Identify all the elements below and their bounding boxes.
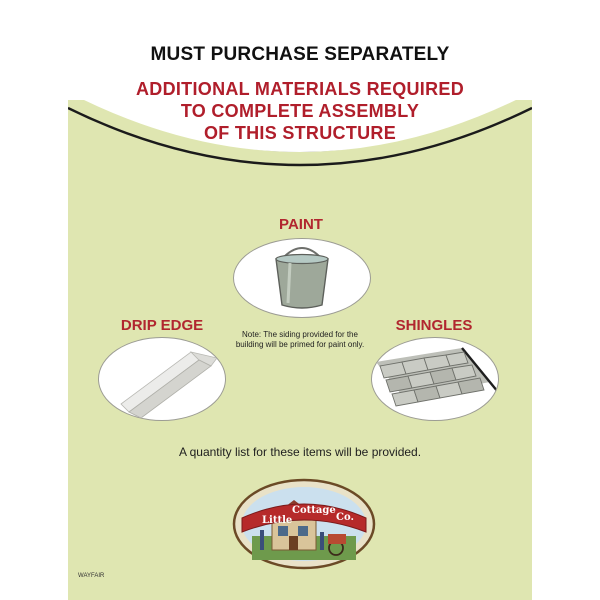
logo-word-cottage: Cottage <box>292 505 336 516</box>
logo-word-little: Little <box>262 515 293 526</box>
drip-edge-oval <box>98 337 226 421</box>
vendor-label: WAYFAIR <box>78 573 105 579</box>
quantity-note: A quantity list for these items will be provided. <box>178 445 422 459</box>
little-cottage-logo <box>232 478 376 570</box>
subtitle-line-1: ADDITIONAL MATERIALS REQUIRED <box>135 79 465 99</box>
shingles-label: SHINGLES <box>395 317 473 334</box>
subtitle-line-2: TO COMPLETE ASSEMBLY <box>180 101 420 121</box>
logo-word-co: Co. <box>336 512 354 523</box>
paint-label: PAINT <box>279 216 323 233</box>
shingles-icon <box>372 338 498 420</box>
paint-bucket-icon <box>234 239 370 317</box>
paint-oval <box>233 238 371 318</box>
drip-edge-label: DRIP EDGE <box>120 317 204 334</box>
shingles-oval <box>371 337 499 421</box>
drip-edge-icon <box>99 338 225 420</box>
page-title: MUST PURCHASE SEPARATELY <box>150 44 450 65</box>
flyer-page <box>68 0 532 600</box>
subtitle-line-3: OF THIS STRUCTURE <box>203 123 397 143</box>
siding-note: Note: The siding provided for the building will be primed for paint only. <box>235 330 365 349</box>
